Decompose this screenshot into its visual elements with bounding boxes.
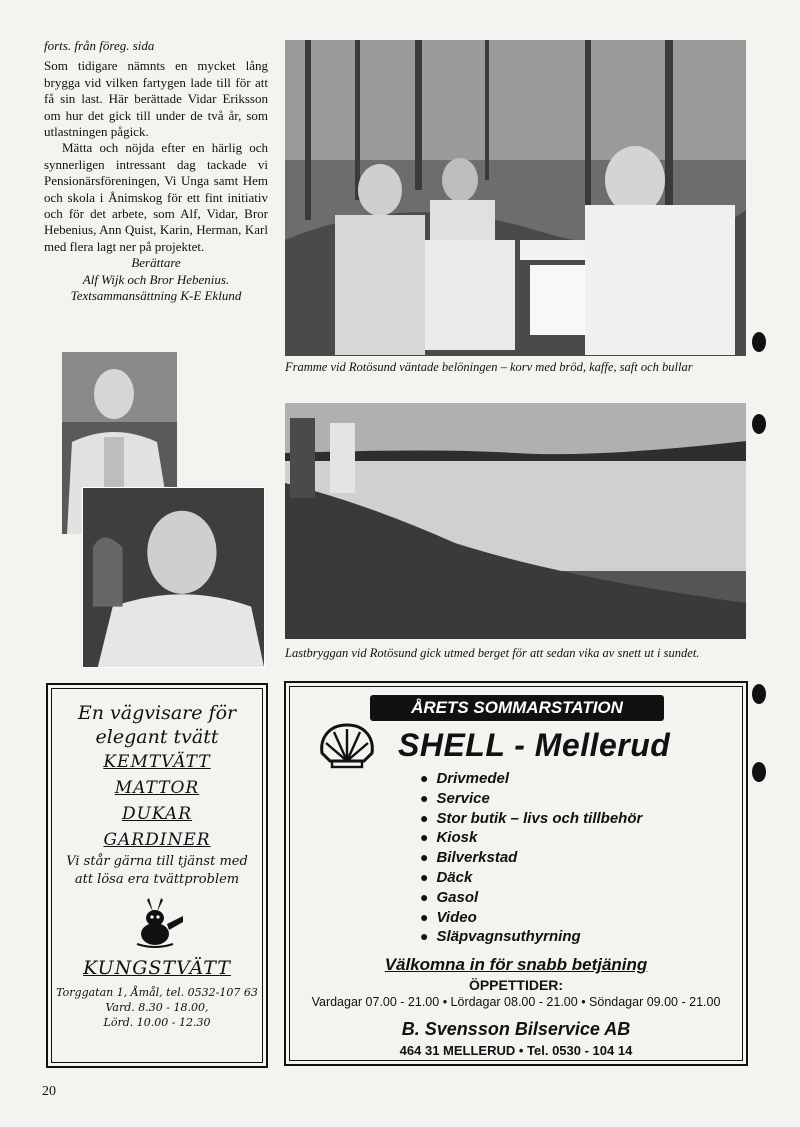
ad-hours: Vardagar 07.00 - 21.00 • Lördagar 08.00 - 21.00 • Söndagar 09.00 - 21.00	[311, 995, 721, 1009]
photo-lake	[285, 403, 746, 639]
service-item: ● Drivmedel	[420, 769, 642, 789]
service-item: ● Kiosk	[420, 828, 642, 848]
ad-address: Torggatan 1, Åmål, tel. 0532-107 63	[56, 986, 258, 999]
ad-welcome: Välkomna in för snabb betjäning	[384, 955, 648, 974]
photo-portrait-man-2	[82, 487, 265, 668]
service-item: ● Bilverkstad	[420, 848, 642, 868]
ad-banner: ÅRETS SOMMARSTATION	[370, 695, 664, 721]
article-paragraph-2: Mätta och nöjda efter en härlig och synnerligen intressant dag tackade vi Pensionärsföreningen, Vi Unga samt Hem och skola i Ånimskog för ett fint initiativ och för det arbete, som Alf, Vidar, Bror Hebenius, Ann Quist, Karin, Herman, Karl med flera lagt ner på projektet.	[44, 140, 268, 254]
ad-hours-saturday: Lörd. 10.00 - 12.30	[103, 1016, 211, 1029]
ad-service-4: GARDINER	[103, 830, 211, 850]
ad-hours-weekday: Vard. 8.30 - 18.00,	[105, 1001, 209, 1014]
caption-picnic: Framme vid Rotösund väntade belöningen – korv med bröd, kaffe, saft och bullar	[285, 360, 693, 374]
ad-company-name: KUNGSTVÄTT	[83, 957, 231, 979]
article-paragraph-1: Som tidigare nämnts en mycket lång brygga vid vilken fartygen lade till för att få sin last. Här berättade Vidar Eriksson om hur det gick till under de två år, som utlastningen pågick.	[44, 58, 268, 140]
page-number: 20	[42, 1084, 56, 1099]
ad-line-2: elegant tvätt	[95, 726, 219, 748]
ad-service-3: DUKAR	[121, 804, 193, 824]
service-item: ● Stor butik – livs och tillbehör	[420, 809, 642, 829]
service-item: ● Däck	[420, 868, 642, 888]
continued-note: forts. från föreg. sida	[44, 38, 155, 53]
punch-hole	[752, 684, 766, 704]
credit-names: Alf Wijk och Bror Hebenius.	[82, 271, 230, 287]
ad-line-1: En vägvisare för	[77, 702, 237, 724]
ad-service-2: MATTOR	[114, 778, 200, 798]
ad-hours-title: ÖPPETTIDER:	[468, 977, 564, 993]
ad-shell	[284, 681, 748, 1066]
shell-logo-icon	[316, 721, 378, 771]
service-list	[420, 769, 642, 947]
punch-hole	[752, 414, 766, 434]
service-item: ● Gasol	[420, 888, 642, 908]
ad-company: B. Svensson Bilservice AB	[401, 1019, 631, 1039]
ad-contact: 464 31 MELLERUD • Tel. 0530 - 104 14	[399, 1043, 633, 1058]
photo-picnic	[285, 40, 746, 356]
ad-tagline-2: att lösa era tvättproblem	[74, 872, 240, 887]
ad-kungstvatt	[46, 683, 268, 1068]
service-item: ● Service	[420, 789, 642, 809]
punch-hole	[752, 762, 766, 782]
credit-text: Textsammansättning K-E Eklund	[70, 288, 242, 304]
rabbit-logo-icon	[52, 889, 262, 955]
punch-hole	[752, 332, 766, 352]
ad-brand: SHELL - Mellerud	[398, 727, 671, 763]
article-text	[44, 38, 268, 305]
caption-lake: Lastbryggan vid Rotösund gick utmed berget för att sedan vika av snett ut i sundet.	[285, 646, 700, 660]
ad-tagline-1: Vi står gärna till tjänst med	[66, 854, 248, 869]
credit-label: Berättare	[131, 255, 181, 271]
ad-service-1: KEMTVÄTT	[103, 752, 211, 772]
service-item: ● Släpvagnsuthyrning	[420, 927, 642, 947]
service-item: ● Video	[420, 908, 642, 928]
